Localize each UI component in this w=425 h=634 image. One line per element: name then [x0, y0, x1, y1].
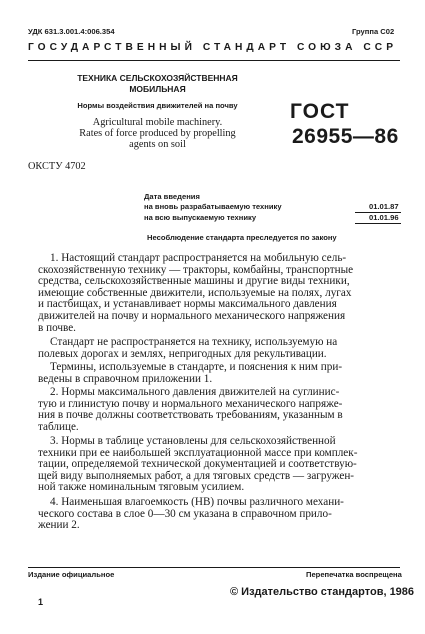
legal-warning: Несоблюдение стандарта преследуется по закону [147, 233, 337, 242]
text-line: Стандарт не распространяется на технику, используемую на [50, 336, 338, 348]
title-line-1: ТЕХНИКА СЕЛЬСКОХОЗЯЙСТВЕННАЯ [77, 73, 238, 83]
text-line: техники при ее наибольшей эксплуатационной массе при комплек- [38, 446, 358, 459]
reprint-prohibited: Перепечатка воспрещена [306, 570, 402, 579]
text-line: 2. Нормы максимального давления движителей на суглинис- [50, 386, 340, 398]
standard-banner: ГОСУДАРСТВЕННЫЙ СТАНДАРТ СОЮЗА ССР [27, 42, 398, 53]
text-line: ной также номинальным тяговым усилием. [38, 481, 245, 494]
text-line: 3. Нормы в таблице установлены для сельскохозяйственной [50, 435, 336, 447]
title-english-line-1: Agricultural mobile machinery. [92, 117, 223, 128]
text-line: и пастбищах, и устанавливает нормы максимального давления [38, 298, 337, 311]
date-row-1-label: на вновь разрабатываемую технику [144, 202, 282, 211]
text-line: тую и глинистую почву и нормального механического напряже- [38, 397, 343, 410]
text-line: ния в почве должны соответствовать требованиям, указанным в [38, 409, 343, 422]
paragraph-1 [38, 253, 404, 334]
header-divider [28, 60, 400, 61]
date-row-2-label: на всю выпускаемую технику [144, 213, 257, 222]
date-row-1-value: 01.01.87 [369, 202, 399, 211]
official-edition: Издание официальное [28, 570, 115, 579]
text-line: скохозяйственную технику — тракторы, комбайны, транспортные [38, 263, 354, 276]
copyright-notice: © Издательство стандартов, 1986 [230, 586, 415, 598]
text-line: тации, определяемой технической документацией и соответствую- [38, 458, 357, 471]
date-row-2-value: 01.01.96 [369, 213, 399, 222]
text-line: 4. Наименьшая влагоемкость (НВ) почвы различного механи- [50, 496, 344, 508]
text-line: таблице. [38, 420, 79, 433]
okstu-code: ОКСТУ 4702 [28, 161, 86, 172]
udk-code: УДК 631.3.001.4:006.354 [28, 27, 115, 36]
paragraph-5 [38, 436, 404, 494]
paragraph-6 [38, 497, 404, 532]
title-english-line-3: agents on soil [129, 139, 186, 150]
gost-number: 26955—86 [292, 125, 399, 148]
group-code: Группа С02 [352, 27, 395, 36]
text-line: полевых дорогах и землях, непригодных для рекультивации. [38, 347, 327, 360]
dates-heading: Дата введения [144, 192, 200, 201]
page-number: 1 [38, 597, 44, 607]
text-line: ведены в справочном приложении 1. [38, 372, 213, 385]
title-subtitle: Нормы воздействия движителей на почву [77, 101, 238, 110]
date-row-2-underline [355, 223, 401, 224]
text-line: движителей на почву и нормального механического напряжения [38, 309, 346, 322]
text-line: имеющие собственные движители, используемые на полях, лугах [38, 286, 352, 299]
text-line: ческого состава в слое 0—30 см указана в справочном прило- [38, 507, 332, 520]
text-line: жении 2. [38, 519, 80, 532]
text-line: щей виду выполняемых работ, а для тяговых средств — загружен- [38, 469, 355, 482]
paragraph-4 [38, 387, 404, 433]
title-line-2: МОБИЛЬНАЯ [129, 84, 186, 94]
gost-label: ГОСТ [290, 100, 350, 123]
text-line: в почве. [38, 321, 76, 334]
text-line: средства, сельскохозяйственные машины и другие виды техники, [38, 275, 350, 288]
paragraph-2 [38, 337, 404, 360]
text-line: 1. Настоящий стандарт распространяется на мобильную сель- [50, 252, 347, 264]
footer-divider [28, 567, 400, 568]
paragraph-3 [38, 362, 404, 385]
text-line: Термины, используемые в стандарте, и пояснения к ним при- [50, 361, 343, 373]
title-english-line-2: Rates of force produced by propelling [79, 128, 236, 139]
